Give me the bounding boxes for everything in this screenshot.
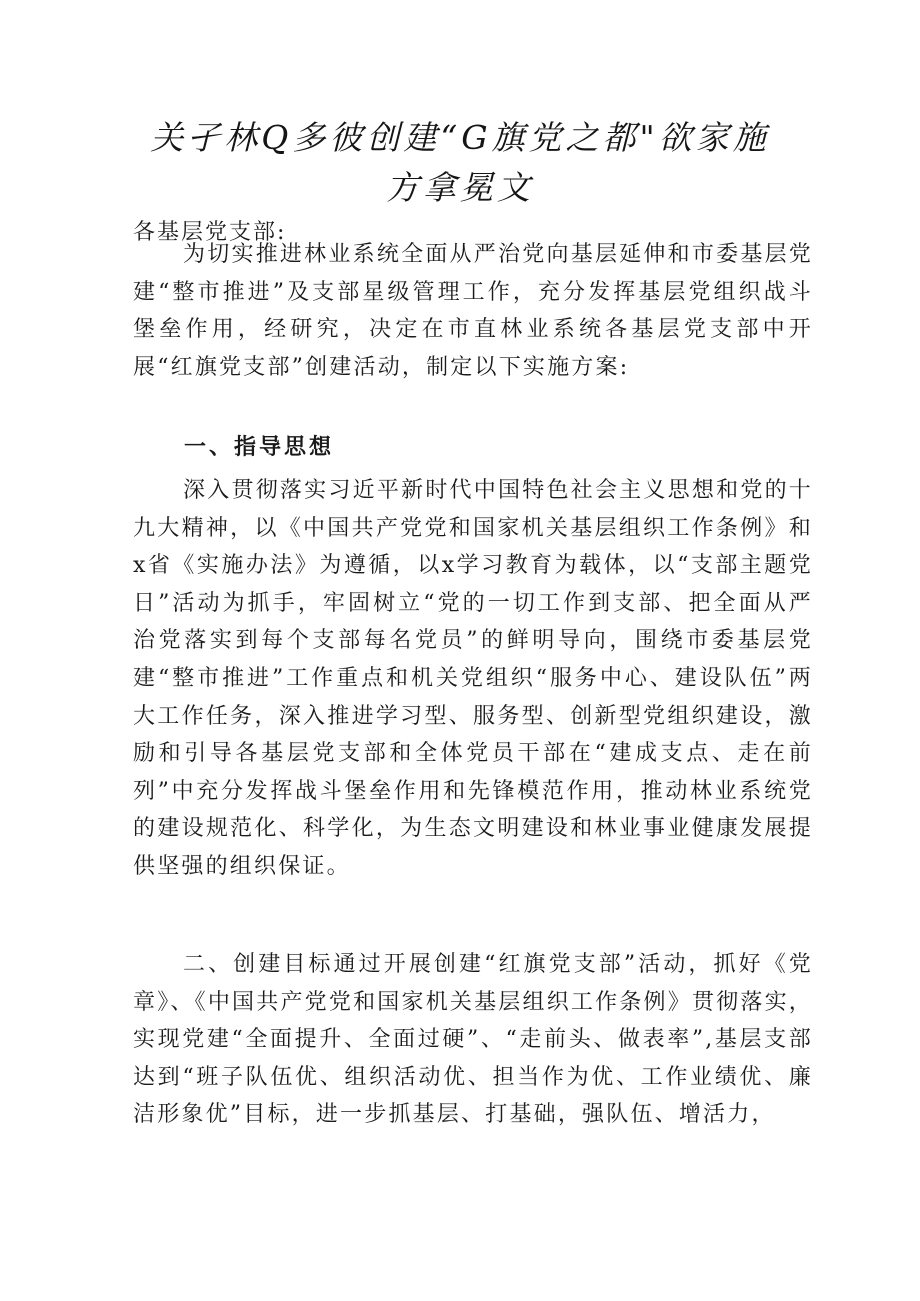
creation-goals-paragraph: 二、创建目标通过开展创建“红旗党支部”活动，抓好《党章》、《中国共产党党和国家机关基层组织工作条例》贯彻落实，实现党建“全面提升、全面过硬”、“走前头、做表率”,基层支部达到“班子队伍优、组织活动优、担当作为优、工作业绩优、廉洁形象优”目标，进一步抓基层、打基础，强队伍、增活力，: [133, 952, 813, 1128]
salutation: 各基层党支部:: [133, 220, 287, 245]
section-heading-guiding-ideology: 一、指导思想: [184, 435, 335, 460]
intro-paragraph: 为切实推进林业系统全面从严治党向基层延伸和市委基层党建“整市推进”及支部星级管理工作，充分发挥基层党组织战斗堡垒作用，经研究，决定在市直林业系统各基层党支部中开展“红旗党支部”创建活动，制定以下实施方案:: [133, 242, 813, 380]
guiding-ideology-paragraph: 深入贯彻落实习近平新时代中国特色社会主义思想和党的十九大精神，以《中国共产党党和国家机关基层组织工作条例》和x省《实施办法》为遵循，以x学习教育为载体，以“支部主题党日”活动为抓手，牢固树立“党的一切工作到支部、把全面从严治党落实到每个支部每名党员”的鲜明导向，围绕市委基层党建“整市推进”工作重点和机关党组织“服务中心、建设队伍”两大工作任务，深入推进学习型、服务型、创新型党组织建设，激励和引导各基层党支部和全体党员干部在“建成支点、走在前列”中充分发挥战斗堡垒作用和先锋模范作用，推动林业系统党的建设规范化、科学化，为生态文明建设和林业事业健康发展提供坚强的组织保证。: [133, 478, 813, 879]
document-title-line-1: 关孑林Q多彼创建“G旗党之都"欲家施: [150, 118, 770, 157]
document-title-line-2: 方拿冕文: [386, 168, 534, 207]
